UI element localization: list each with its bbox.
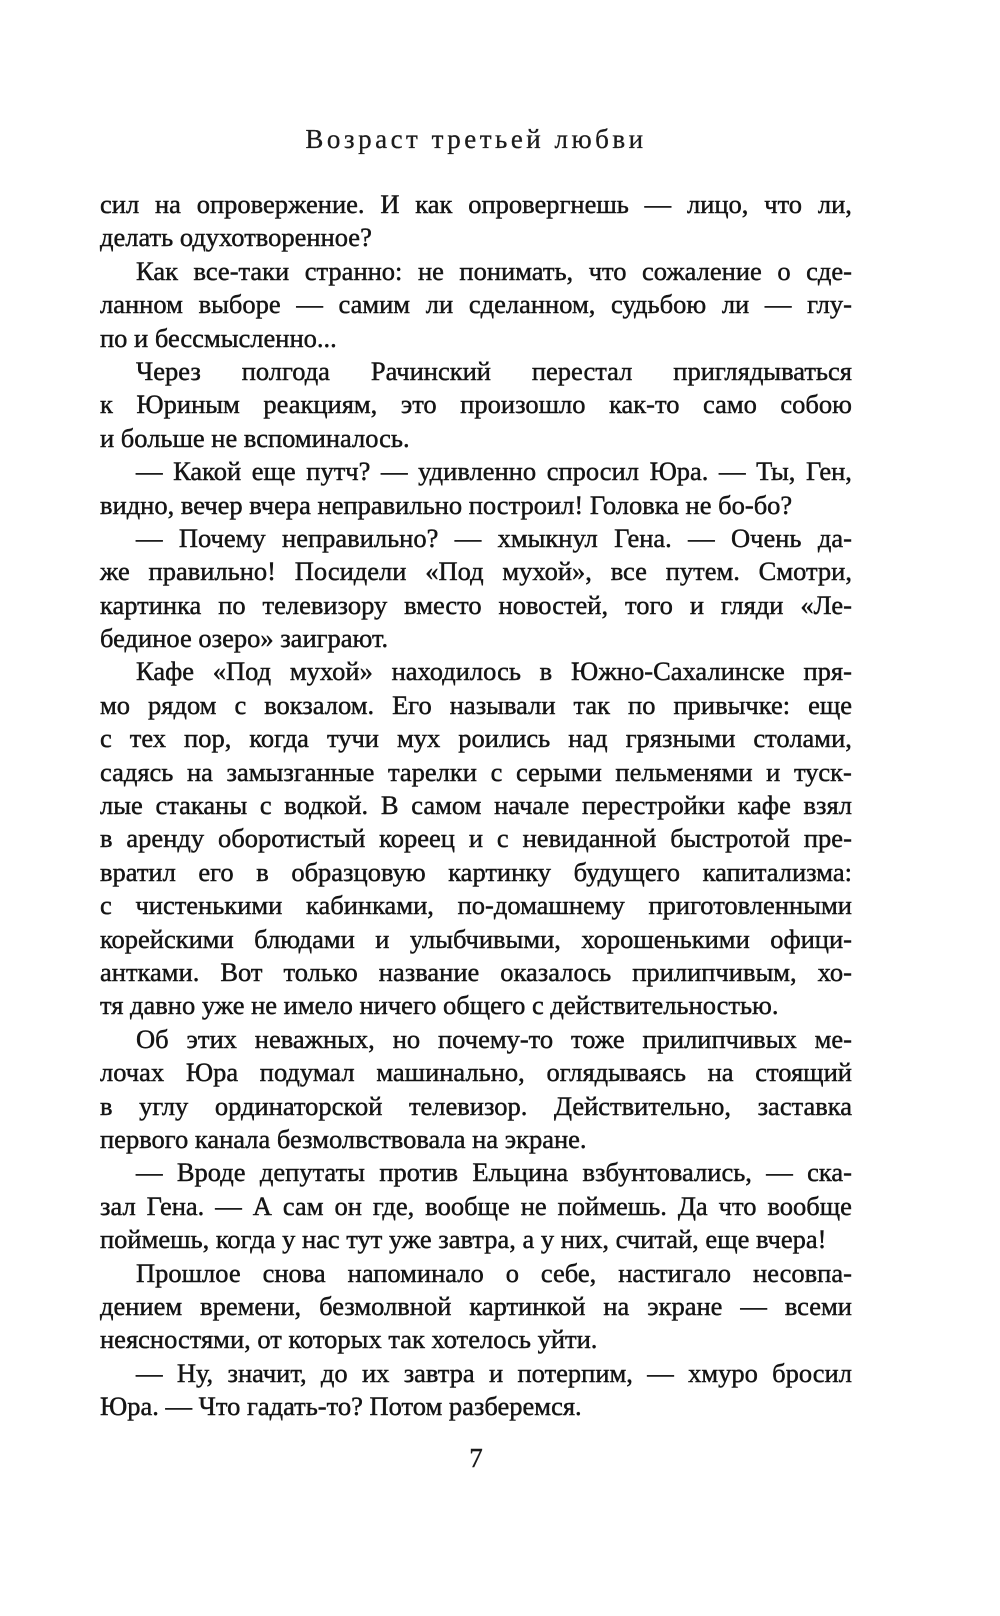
text-line: картинка по телевизору вместо новостей, того и гляди «Ле- xyxy=(100,589,852,620)
text-line: неясностями, от которых так хотелось уйти. xyxy=(100,1324,598,1355)
text-line: же правильно! Посидели «Под мухой», все путем. Смотри, xyxy=(100,556,852,587)
paragraph xyxy=(100,655,852,1022)
text-line: Юра. — Что гадать-то? Потом разберемся. xyxy=(100,1391,582,1422)
text-line: тя давно уже не имело ничего общего с действительностью. xyxy=(100,990,779,1021)
paragraph xyxy=(100,1257,852,1357)
text-line: мо рядом с вокзалом. Его называли так по привычке: еще xyxy=(100,689,852,720)
text-line: зал Гена. — А сам он где, вообще не поймешь. Да что вообще xyxy=(100,1190,852,1221)
paragraph xyxy=(100,1023,852,1157)
paragraph xyxy=(100,255,852,355)
text-line: ланном выборе — самим ли сделанном, судьбою ли — глу- xyxy=(100,289,852,320)
text-line: корейскими блюдами и улыбчивыми, хорошенькими офици- xyxy=(100,923,852,954)
text-line: Прошлое снова напоминало о себе, настигало несовпа- xyxy=(136,1257,852,1288)
text-line: с чистенькими кабинками, по-домашнему приготовленными xyxy=(100,890,852,921)
text-line: видно, вечер вчера неправильно построил! Головка не бо-бо? xyxy=(100,489,793,520)
text-line: дением времени, безмолвной картинкой на экране — всеми xyxy=(100,1290,852,1321)
text-line: в аренду оборотистый кореец и с невиданной быстротой пре- xyxy=(100,823,852,854)
text-line: Кафе «Под мухой» находилось в Южно-Сахалинске пря- xyxy=(136,656,852,687)
text-line: садясь на замызганные тарелки с серыми пельменями и туск- xyxy=(100,756,852,787)
text-line: бединое озеро» заиграют. xyxy=(100,623,389,654)
text-line: по и бессмысленно... xyxy=(100,322,337,353)
text-body xyxy=(100,188,852,1423)
text-line: делать одухотворенное? xyxy=(100,222,372,253)
running-title: Возраст третьей любви xyxy=(305,124,647,154)
text-line: Через полгода Рачинский перестал приглядываться xyxy=(136,355,852,386)
paragraph xyxy=(100,188,852,255)
text-line: в углу ординаторской телевизор. Действительно, заставка xyxy=(100,1090,852,1121)
text-line: лочах Юра подумал машинально, оглядываясь на стоящий xyxy=(100,1057,852,1088)
text-line: и больше не вспоминалось. xyxy=(100,422,410,453)
text-line: с тех пор, когда тучи мух роились над грязными столами, xyxy=(100,723,852,754)
text-line: Об этих неважных, но почему-то тоже прилипчивых ме- xyxy=(136,1023,852,1054)
paragraph xyxy=(100,1156,852,1256)
text-line: вратил его в образцовую картинку будущего капитализма: xyxy=(100,856,852,887)
text-line: — Вроде депутаты против Ельцина взбунтовались, — ска- xyxy=(136,1157,852,1188)
paragraph xyxy=(100,455,852,522)
paragraph xyxy=(100,355,852,455)
text-line: к Юриным реакциям, это произошло как-то само собою xyxy=(100,389,852,420)
text-line: — Почему неправильно? — хмыкнул Гена. — Очень да- xyxy=(136,522,852,553)
paragraph xyxy=(100,1357,852,1424)
text-line: антками. Вот только название оказалось прилипчивым, хо- xyxy=(100,956,852,987)
text-line: — Ну, значит, до их завтра и потерпим, — хмуро бросил xyxy=(136,1357,852,1388)
paragraph xyxy=(100,522,852,656)
page-number: 7 xyxy=(469,1443,483,1473)
text-line: сил на опровержение. И как опровергнешь — лицо, что ли, xyxy=(100,189,852,219)
text-line: — Какой еще путч? — удивленно спросил Юра. — Ты, Ген, xyxy=(136,456,852,487)
text-line: первого канала безмолвствовала на экране. xyxy=(100,1123,587,1154)
text-line: Как все-таки странно: не понимать, что сожаление о сде- xyxy=(136,255,852,286)
text-line: поймешь, когда у нас тут уже завтра, а у них, считай, еще вчера! xyxy=(100,1224,827,1255)
text-line: лые стаканы с водкой. В самом начале перестройки кафе взял xyxy=(100,790,852,821)
